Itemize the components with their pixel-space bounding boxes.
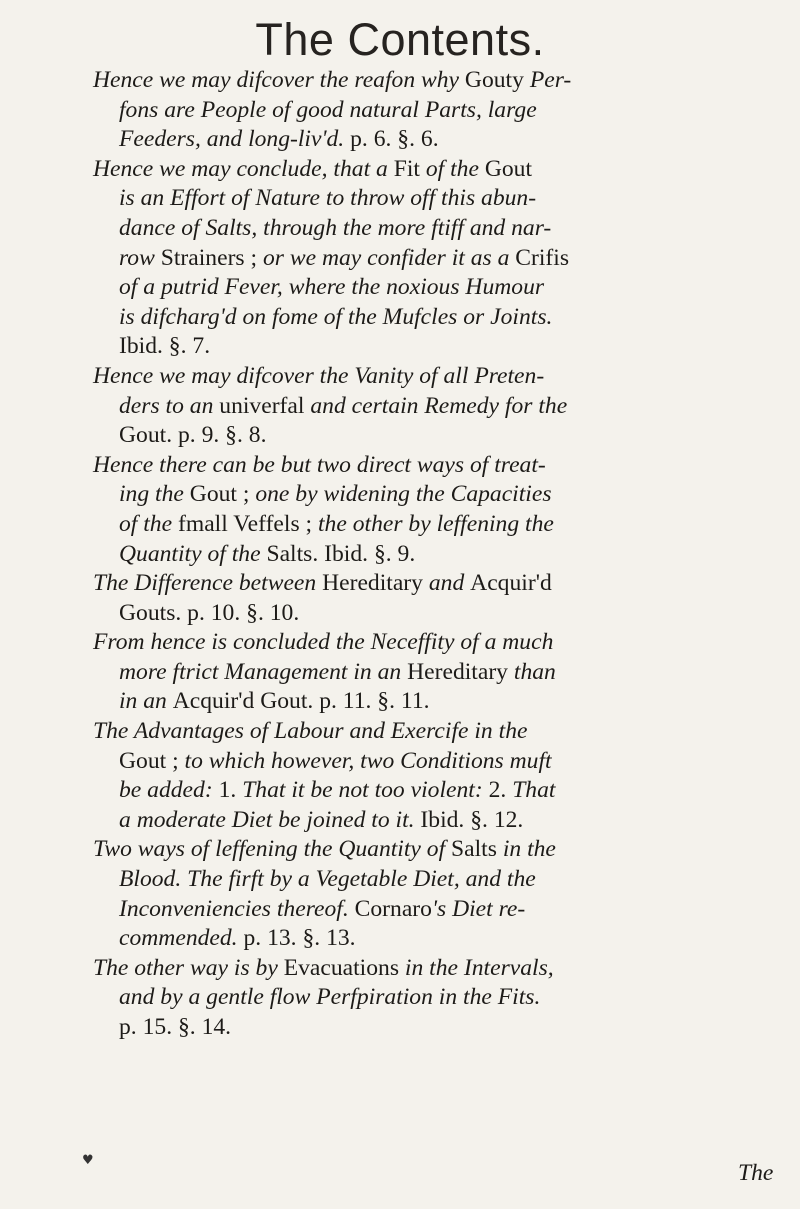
italic-text: of the [425, 155, 485, 182]
entry-line [93, 540, 723, 570]
entry-line [93, 244, 723, 274]
roman-text: Gout ; [119, 747, 185, 774]
contents-entry [93, 451, 723, 569]
entry-line [93, 480, 723, 510]
roman-text: Cornaro [354, 895, 432, 922]
italic-text: Two ways of leffening the Quantity of [93, 836, 452, 863]
roman-text: Ibid. §. 12. [420, 806, 524, 833]
italic-text: The Difference between [93, 570, 323, 597]
italic-text: and certain Remedy for the [310, 392, 568, 419]
contents-entries [93, 66, 723, 1043]
italic-text: in an [119, 688, 173, 715]
italic-text: and by a gentle flow Perfpiration in the Fits. [119, 984, 541, 1011]
italic-text: to which however, two Conditions muft [184, 747, 552, 774]
roman-text: Hereditary [322, 570, 429, 597]
italic-text: Inconveniencies thereof. [119, 895, 355, 922]
italic-text: Hence there can be but two direct ways of treat- [93, 451, 546, 478]
entry-line [93, 806, 723, 836]
italic-text: ing the [119, 481, 190, 508]
roman-text: Evacuations [283, 954, 405, 981]
italic-text: Quantity of the [119, 540, 267, 567]
entry-line [93, 658, 723, 688]
contents-entry [93, 835, 723, 953]
roman-text: Salts. Ibid. §. 9. [266, 540, 416, 567]
margin-mark: ♥ [82, 1153, 94, 1168]
italic-text: dance of Salts, through the more ftiff and nar- [119, 214, 552, 241]
entry-line [93, 303, 723, 333]
roman-text: Salts [451, 836, 503, 863]
entry-line [93, 451, 723, 481]
roman-text: Gout ; [189, 481, 256, 508]
entry-line [93, 717, 723, 747]
italic-text: Per- [529, 67, 572, 93]
contents-entry [93, 569, 723, 628]
roman-text: Gouts. p. 10. §. 10. [119, 599, 300, 626]
italic-text: Hence we may difcover the reafon why [93, 67, 465, 93]
roman-text: p. 13. §. 13. [243, 925, 356, 952]
contents-entry [93, 155, 723, 362]
entry-line [93, 392, 723, 422]
italic-text: That [512, 777, 556, 804]
entry-line [93, 865, 723, 895]
italic-text: fons are People of good natural Parts, large [119, 96, 537, 123]
entry-line [93, 835, 723, 865]
roman-text: Gout. p. 9. §. 8. [119, 422, 267, 449]
italic-text: in the Intervals, [404, 954, 554, 981]
entry-line [93, 332, 723, 362]
entry-line [93, 510, 723, 540]
roman-text: Gouty [464, 67, 530, 93]
italic-text: Feeders, and long-liv'd. [119, 126, 351, 153]
entry-line [93, 687, 723, 717]
roman-text: p. 15. §. 14. [119, 1014, 232, 1040]
contents-entry [93, 628, 723, 717]
entry-line [93, 66, 723, 96]
entry-line [93, 954, 723, 984]
italic-text: be added: [119, 777, 219, 804]
italic-text: That it be not too violent: [242, 777, 489, 804]
entry-line [93, 1013, 723, 1043]
italic-text: is difcharg'd on fome of the Mufcles or Joints. [119, 303, 553, 330]
italic-text: The Advantages of Labour and Exercife in the [93, 718, 528, 745]
entry-line [93, 983, 723, 1013]
contents-entry [93, 717, 723, 835]
roman-text: univerfal [219, 392, 311, 419]
italic-text: one by widening the Capacities [255, 481, 552, 508]
italic-text: commended. [119, 925, 244, 952]
roman-text: 1. [218, 777, 243, 804]
italic-text: Hence we may conclude, that a [93, 155, 394, 182]
entry-line [93, 155, 723, 185]
italic-text: From hence is concluded the Neceffity of a much [93, 629, 554, 656]
roman-text: Fit [393, 155, 426, 182]
italic-text: in the [502, 836, 556, 863]
entry-line [93, 273, 723, 303]
italic-text: of a putrid Fever, where the noxious Humour [119, 274, 545, 301]
entry-line [93, 924, 723, 954]
italic-text: Blood. The firft by a Vegetable Diet, and the [119, 866, 536, 893]
italic-text: more ftrict Management in an [119, 658, 408, 685]
italic-text: or we may confider it as a [262, 244, 516, 271]
entry-line [93, 214, 723, 244]
entry-line [93, 569, 723, 599]
entry-line [93, 628, 723, 658]
roman-text: Crifis [515, 244, 570, 271]
italic-text: and [428, 570, 471, 597]
roman-text: Acquir'd Gout. p. 11. §. 11. [172, 688, 430, 715]
roman-text: fmall Veffels ; [177, 510, 318, 537]
italic-text: the other by leffening the [318, 510, 554, 537]
catchword: The [738, 1160, 774, 1186]
italic-text: ders to an [119, 392, 220, 419]
entry-line [93, 599, 723, 629]
roman-text: Gout [484, 155, 533, 182]
italic-text: Hence we may difcover the Vanity of all Preten- [93, 362, 545, 389]
entry-line [93, 421, 723, 451]
contents-entry [93, 362, 723, 451]
italic-text: row [119, 244, 161, 271]
entry-line [93, 125, 723, 155]
entry-line [93, 362, 723, 392]
entry-line [93, 895, 723, 925]
italic-text: 's Diet re- [431, 895, 526, 922]
roman-text: Strainers ; [160, 244, 263, 271]
contents-entry [93, 66, 723, 155]
roman-text: Hereditary [407, 658, 514, 685]
page-title: The Contents. [255, 14, 545, 65]
entry-line [93, 184, 723, 214]
roman-text: Ibid. §. 7. [119, 333, 211, 360]
roman-text: p. 6. §. 6. [350, 126, 439, 153]
italic-text: is an Effort of Nature to throw off this abun- [119, 185, 537, 212]
italic-text: than [513, 658, 556, 685]
entry-line [93, 747, 723, 777]
roman-text: Acquir'd [470, 570, 552, 597]
italic-text: of the [119, 510, 178, 537]
entry-line [93, 96, 723, 126]
roman-text: 2. [488, 777, 513, 804]
contents-entry [93, 954, 723, 1043]
italic-text: a moderate Diet be joined to it. [119, 806, 421, 833]
italic-text: The other way is by [93, 954, 284, 981]
entry-line [93, 776, 723, 806]
